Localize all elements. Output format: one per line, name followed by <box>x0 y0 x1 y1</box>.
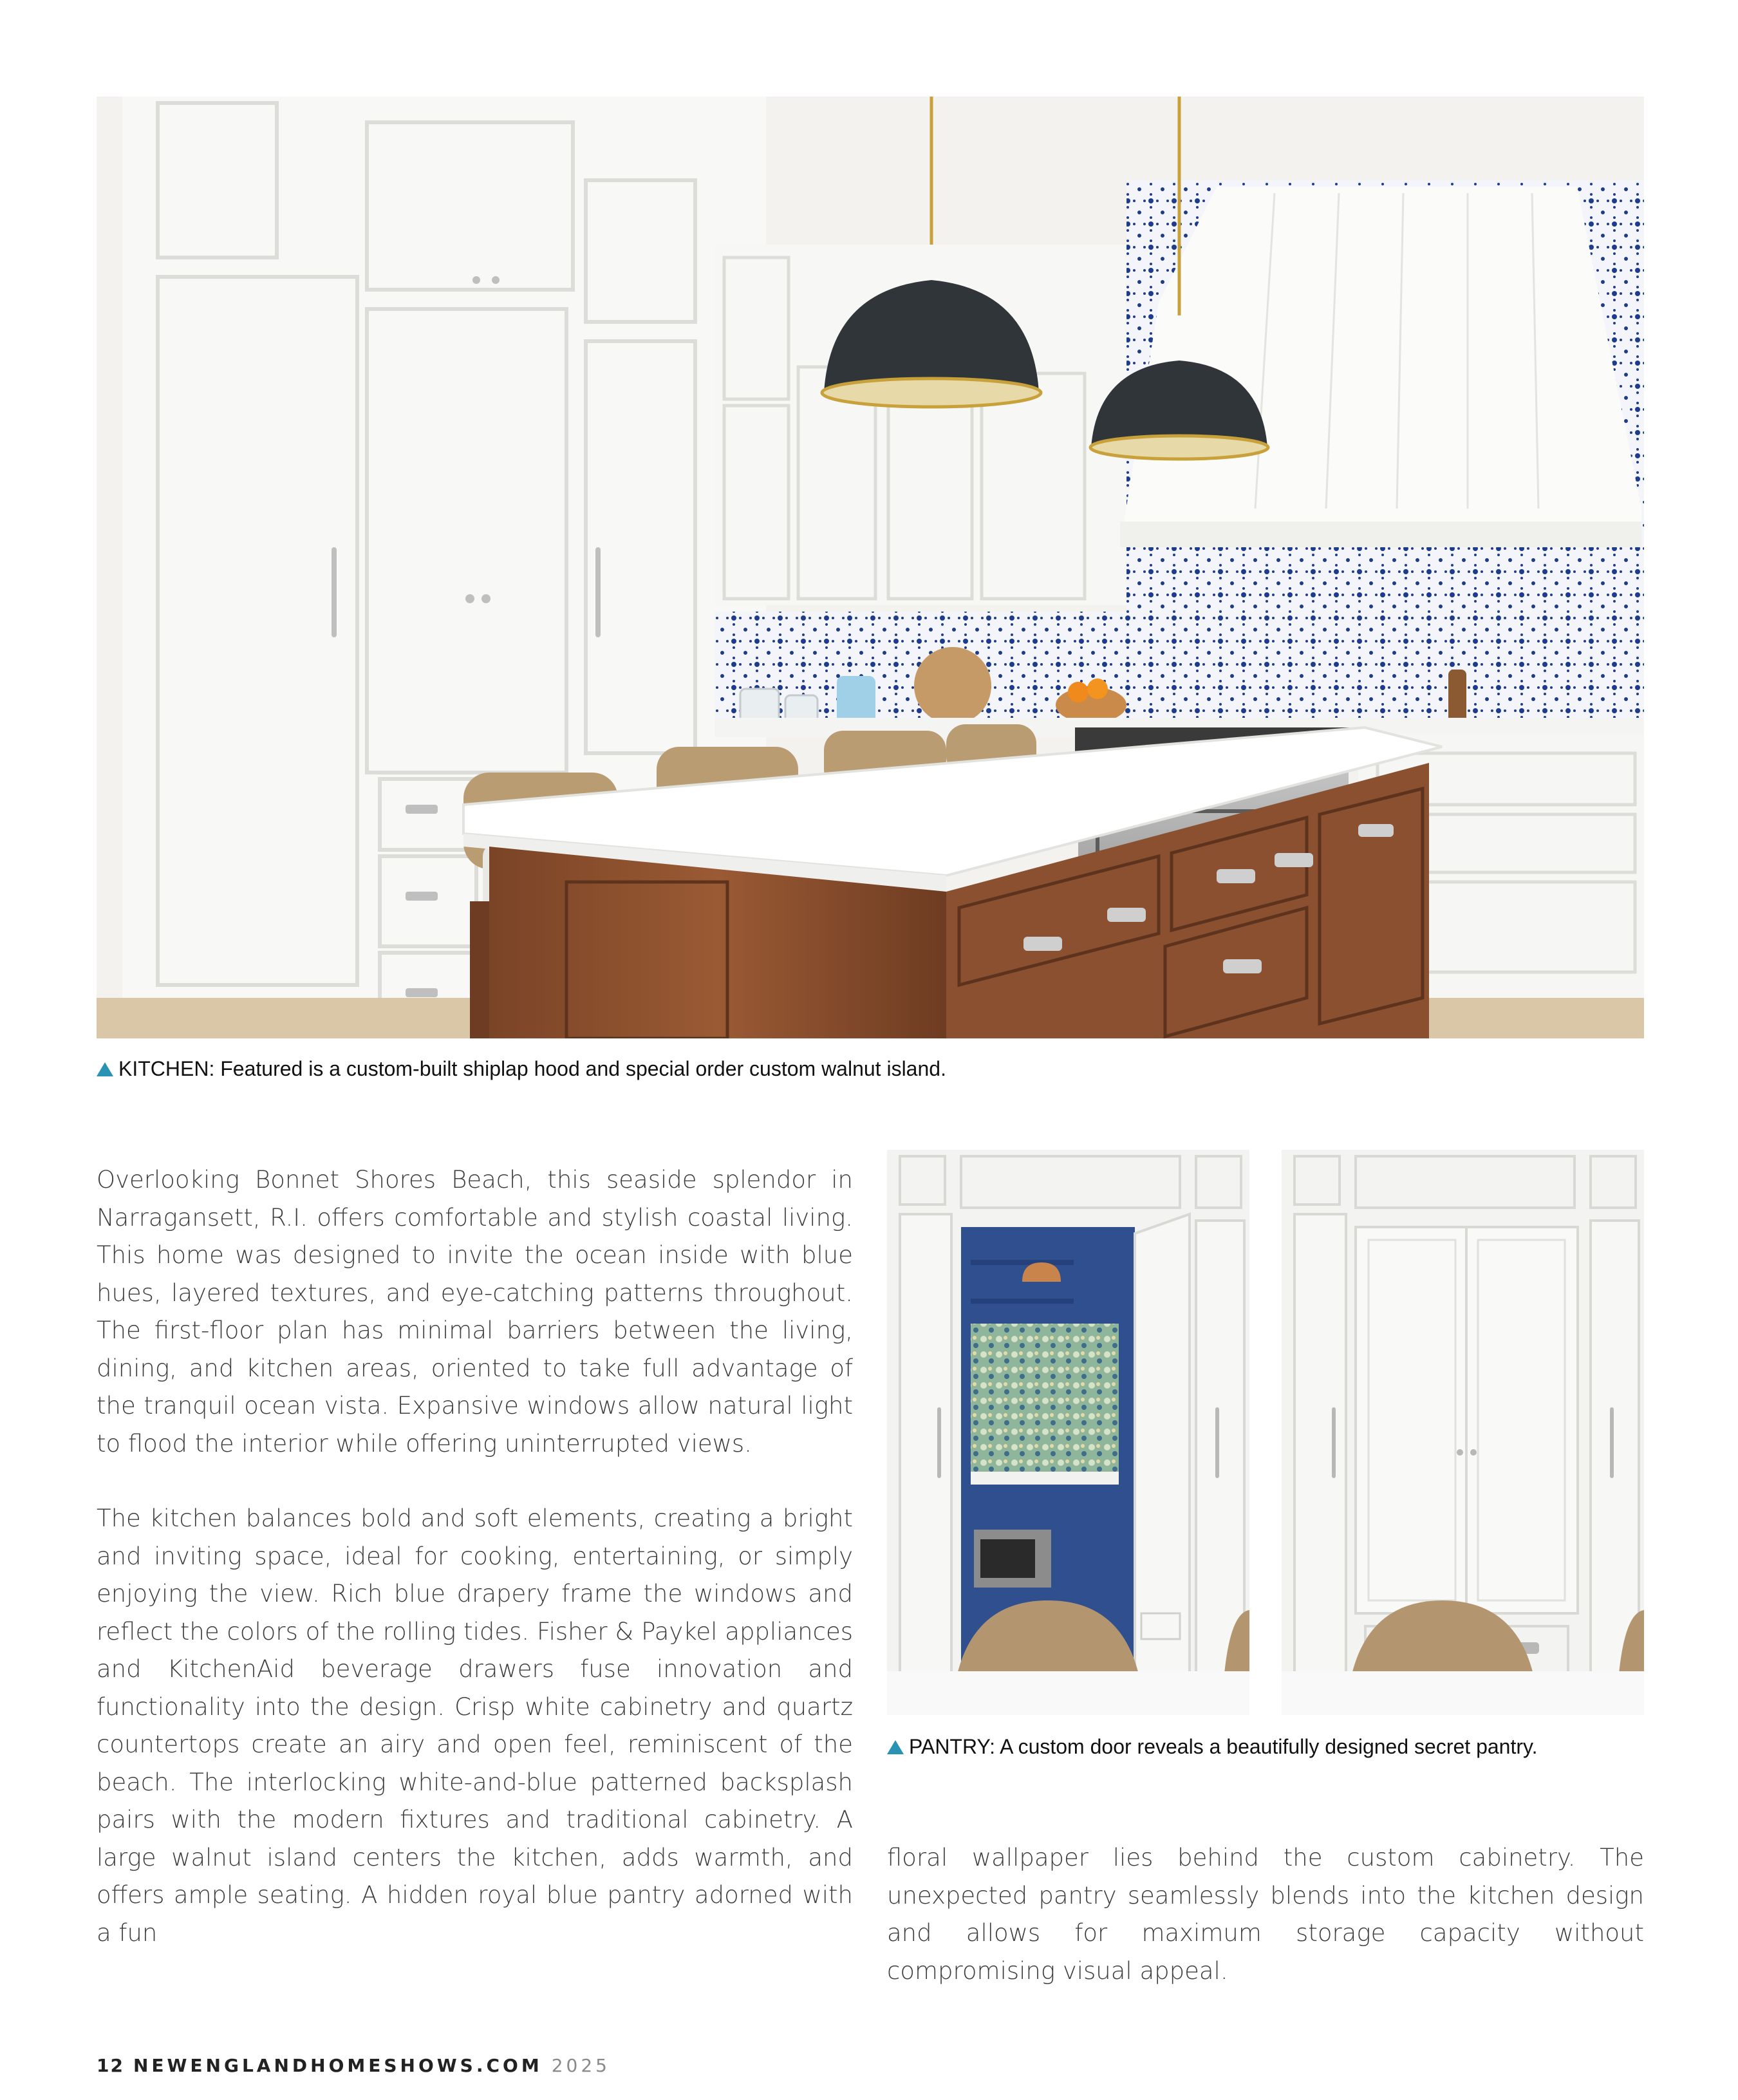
footer-year: 2025 <box>551 2055 610 2076</box>
article-column-right <box>887 1839 1644 1990</box>
pantry-caption-text: PANTRY: A custom door reveals a beautifully designed secret pantry. <box>909 1735 1538 1758</box>
article-paragraph-3: floral wallpaper lies behind the custom cabinetry. The unexpected pantry seamlessly blends into the kitchen design and allows for maximum storage capacity without compromising visual appeal. <box>887 1844 1644 1985</box>
caption-triangle-icon <box>887 1740 904 1754</box>
pantry-photo-closed <box>1282 1150 1644 1715</box>
pantry-caption <box>887 1734 1538 1759</box>
page-number: 12 <box>97 2055 124 2076</box>
kitchen-caption-text: KITCHEN: Featured is a custom-built shiplap hood and special order custom walnut island. <box>118 1057 946 1080</box>
pantry-photo-open <box>887 1150 1249 1715</box>
kitchen-caption <box>97 1056 946 1082</box>
article-paragraph-1: Overlooking Bonnet Shores Beach, this seaside splendor in Narragansett, R.I. offers comfortable and stylish coastal living. This home was designed to invite the ocean inside with blue hues, layered textures, and eye-catching patterns throughout. The first-floor plan has minimal barriers between the living, dining, and kitchen areas, oriented to take full advantage of the tranquil ocean vista. Expansive windows allow natural light to flood the interior while offering uninterrupted views. <box>97 1166 853 1458</box>
article-paragraph-2: The kitchen balances bold and soft elements, creating a bright and inviting space, ideal for cooking, entertaining, or simply enjoying the view. Rich blue drapery frame the windows and reflect the colors of the rolling tides. Fisher & Paykel appliances and KitchenAid beverage drawers fuse innovation and functionality into the design. Crisp white cabinetry and quartz countertops create an airy and open feel, reminiscent of the beach. The interlocking white-and-blue patterned backsplash pairs with the modern fixtures and traditional cabinetry. A large walnut island centers the kitchen, adds warmth, and offers ample seating. A hidden royal blue pantry adorned with a fun <box>97 1505 853 1947</box>
page-footer <box>97 2055 610 2076</box>
kitchen-photo <box>97 97 1644 1038</box>
article-column-left <box>97 1161 853 1952</box>
footer-site: NEWENGLANDHOMESHOWS.COM <box>133 2055 543 2076</box>
caption-triangle-icon <box>97 1062 113 1076</box>
